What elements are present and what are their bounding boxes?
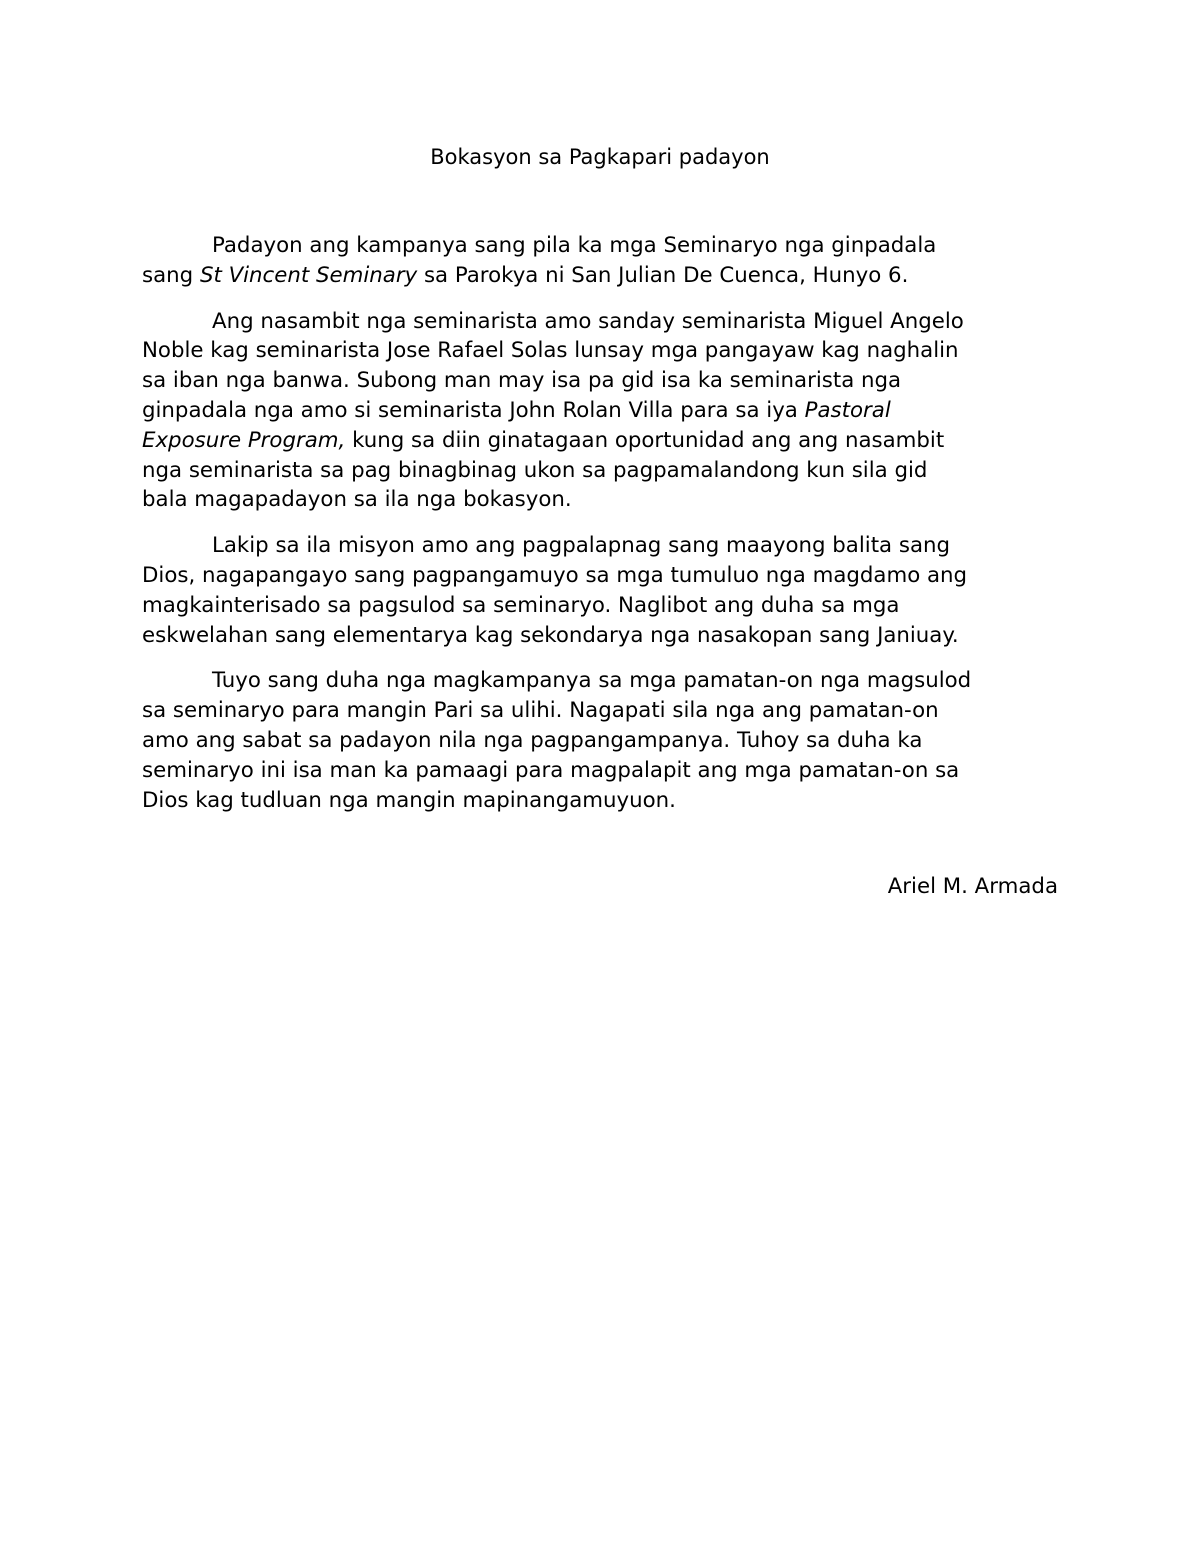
text-segment: ginpadala nga amo si seminarista John Rolan Villa para sa iya [142,397,805,423]
text-line [142,786,1062,816]
text-line [142,531,1062,561]
text-line [142,561,1062,591]
author-signature: Ariel M. Armada [887,874,1058,899]
text-line [142,666,1062,696]
text-segment: sa seminaryo para mangin Pari sa ulihi. Nagapati sila nga ang pamatan-on [142,698,939,724]
text-line [142,726,1062,756]
document-title: Bokasyon sa Pagkapari padayon [430,145,770,169]
paragraph [142,231,1062,291]
text-line [142,231,1062,261]
text-line [142,591,1062,621]
text-line [142,261,1062,291]
text-line [142,696,1062,726]
text-line [142,307,1062,337]
paragraph [142,531,1062,650]
text-line [142,756,1062,786]
text-segment: sang [142,262,200,288]
text-segment: Ang nasambit nga seminarista amo sanday seminarista Miguel Angelo [212,308,964,334]
paragraph [142,307,1062,516]
text-segment: eskwelahan sang elementarya kag sekondarya nga nasakopan sang Janiuay. [142,622,959,648]
text-segment: amo ang sabat sa padayon nila nga pagpangampanya. Tuhoy sa duha ka [142,727,923,753]
paragraph [142,666,1062,815]
text-line [142,336,1062,366]
text-line [142,456,1062,486]
italic-text: Pastoral [804,397,891,423]
text-segment: bala magapadayon sa ila nga bokasyon. [142,487,572,513]
text-segment: sa Parokya ni San Julian De Cuenca, Hunyo 6. [417,262,909,288]
text-segment: Tuyo sang duha nga magkampanya sa mga pamatan-on nga magsulod [212,668,972,694]
text-segment: Lakip sa ila misyon amo ang pagpalapnag sang maayong balita sang [212,533,951,559]
text-line [142,396,1062,426]
text-segment: Noble kag seminarista Jose Rafael Solas lunsay mga pangayaw kag naghalin [142,338,959,364]
text-line [142,366,1062,396]
text-segment: sa iban nga banwa. Subong man may isa pa gid isa ka seminarista nga [142,368,902,394]
text-segment: nga seminarista sa pag binagbinag ukon sa pagpamalandong kun sila gid [142,457,928,483]
text-segment: Padayon ang kampanya sang pila ka mga Seminaryo nga ginpadala [212,233,937,258]
text-segment: kung sa diin ginatagaan oportunidad ang ang nasambit [345,427,945,453]
italic-text: Exposure Program, [142,427,346,453]
text-line [142,621,1062,651]
text-line [142,485,1062,515]
text-segment: magkainterisado sa pagsulod sa seminaryo. Naglibot ang duha sa mga [142,592,900,618]
text-line [142,426,1062,456]
text-segment: Dios, nagapangayo sang pagpangamuyo sa mga tumuluo nga magdamo ang [142,562,968,588]
text-segment: Dios kag tudluan nga mangin mapinangamuyuon. [142,787,676,813]
italic-text: St Vincent Seminary [199,262,418,288]
document-body [142,231,1062,831]
text-segment: seminaryo ini isa man ka pamaagi para magpalapit ang mga pamatan-on sa [142,757,960,783]
